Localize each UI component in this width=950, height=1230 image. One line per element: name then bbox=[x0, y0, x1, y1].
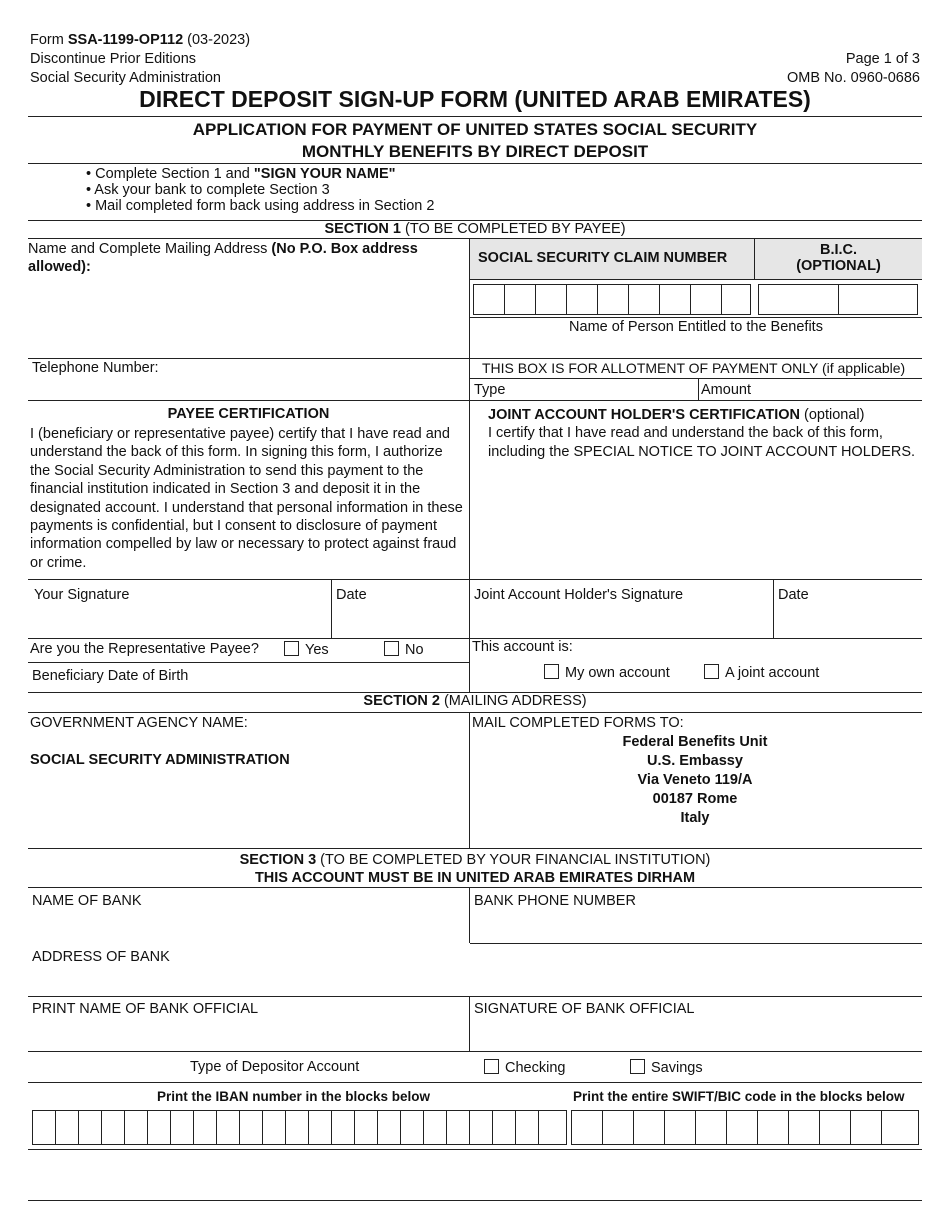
iban-box[interactable] bbox=[33, 1111, 56, 1144]
bic-label-line1: B.I.C. bbox=[819, 242, 858, 258]
bank-address-label: ADDRESS OF BANK bbox=[32, 949, 170, 965]
swift-box[interactable] bbox=[882, 1111, 913, 1144]
bic-label-line2: (OPTIONAL) bbox=[796, 258, 881, 274]
payee-date-field[interactable] bbox=[334, 605, 466, 635]
bank-official-name-label: PRINT NAME OF BANK OFFICIAL bbox=[32, 1001, 259, 1017]
joint-certification-text: I certify that I have read and understand the back of this form, including the SPECIAL NOTICE TO JOINT ACCOUNT HOLDERS. bbox=[488, 425, 916, 460]
bic-box[interactable] bbox=[759, 285, 839, 314]
form-header-left bbox=[30, 31, 250, 88]
address-line-1: Federal Benefits Unit bbox=[622, 734, 768, 750]
bank-name-label: NAME OF BANK bbox=[32, 893, 142, 909]
iban-box[interactable] bbox=[355, 1111, 378, 1144]
name-address-field[interactable] bbox=[30, 280, 462, 356]
claim-digit-box[interactable] bbox=[598, 285, 629, 314]
swift-input[interactable] bbox=[571, 1110, 919, 1145]
form-title: DIRECT DEPOSIT SIGN-UP FORM (UNITED ARAB EMIRATES) bbox=[139, 86, 811, 112]
swift-box[interactable] bbox=[696, 1111, 727, 1144]
instruction-3: • Mail completed form back using address in Section 2 bbox=[86, 198, 435, 214]
no-checkbox[interactable] bbox=[384, 641, 399, 656]
iban-box[interactable] bbox=[378, 1111, 401, 1144]
joint-account-label: A joint account bbox=[725, 665, 820, 681]
iban-box[interactable] bbox=[56, 1111, 79, 1144]
iban-box[interactable] bbox=[539, 1111, 562, 1144]
address-line-5: Italy bbox=[680, 810, 710, 826]
iban-box[interactable] bbox=[286, 1111, 309, 1144]
subtitle-line-2: MONTHLY BENEFITS BY DIRECT DEPOSIT bbox=[301, 142, 649, 161]
rep-payee-yes[interactable] bbox=[284, 641, 329, 658]
payee-certification-title: PAYEE CERTIFICATION bbox=[167, 406, 330, 422]
instruction-1: • Complete Section 1 and "SIGN YOUR NAME" bbox=[86, 166, 396, 182]
section3-title: SECTION 3 (TO BE COMPLETED BY YOUR FINANCIAL INSTITUTION) bbox=[239, 852, 711, 868]
page-number: Page 1 of 3 bbox=[845, 51, 920, 67]
joint-signature-label: Joint Account Holder's Signature bbox=[474, 587, 684, 603]
own-account-option[interactable] bbox=[544, 664, 670, 681]
allotment-label: THIS BOX IS FOR ALLOTMENT OF PAYMENT ONLY (if applicable) bbox=[482, 360, 906, 376]
checking-label: Checking bbox=[505, 1060, 566, 1076]
ss-claim-number-label: SOCIAL SECURITY CLAIM NUMBER bbox=[478, 250, 728, 266]
payee-certification-text: I (beneficiary or representative payee) certify that I have read and understand the back of this form. In signing this form, I authorize the Social Security Administration to send this payment to the financial institution indicated in Section 3 and deposit it in the designated account. I understand that personal information in these payments is confidential, but I consent to disclosure of payment information compelled by law or necessary to protect against fraud or crime. bbox=[30, 426, 463, 571]
swift-box[interactable] bbox=[603, 1111, 634, 1144]
agency-name: Social Security Administration bbox=[30, 70, 221, 86]
iban-box[interactable] bbox=[125, 1111, 148, 1144]
joint-certification-title: JOINT ACCOUNT HOLDER'S CERTIFICATION (optional) bbox=[488, 407, 865, 423]
iban-box[interactable] bbox=[79, 1111, 102, 1144]
swift-box[interactable] bbox=[851, 1111, 882, 1144]
swift-box[interactable] bbox=[665, 1111, 696, 1144]
depositor-type-label: Type of Depositor Account bbox=[190, 1059, 360, 1075]
joint-account-option[interactable] bbox=[704, 664, 819, 681]
gov-agency-label: GOVERNMENT AGENCY NAME: bbox=[30, 715, 248, 731]
savings-checkbox[interactable] bbox=[630, 1059, 645, 1074]
joint-signature-field[interactable] bbox=[472, 605, 770, 635]
bank-official-signature-label: SIGNATURE OF BANK OFFICIAL bbox=[474, 1001, 695, 1017]
no-label: No bbox=[405, 642, 424, 658]
swift-box[interactable] bbox=[758, 1111, 789, 1144]
omb-number: OMB No. 0960-0686 bbox=[787, 70, 920, 86]
address-line-2: U.S. Embassy bbox=[647, 753, 743, 769]
joint-date-label: Date bbox=[778, 587, 809, 603]
bank-phone-field[interactable] bbox=[472, 911, 920, 941]
swift-box[interactable] bbox=[572, 1111, 603, 1144]
yes-checkbox[interactable] bbox=[284, 641, 299, 656]
address-line-3: Via Veneto 119/A bbox=[637, 772, 753, 788]
claim-digit-box[interactable] bbox=[691, 285, 722, 314]
iban-box[interactable] bbox=[447, 1111, 470, 1144]
this-account-label: This account is: bbox=[472, 639, 573, 655]
your-signature-label: Your Signature bbox=[34, 587, 130, 603]
section2-heading: SECTION 2 (MAILING ADDRESS) bbox=[363, 693, 587, 709]
gov-agency-value: SOCIAL SECURITY ADMINISTRATION bbox=[30, 752, 290, 768]
your-signature-field[interactable] bbox=[30, 605, 328, 635]
claim-digit-box[interactable] bbox=[660, 285, 691, 314]
section3-heading bbox=[0, 851, 950, 887]
form-subtitle bbox=[0, 119, 950, 163]
savings-label: Savings bbox=[651, 1060, 703, 1076]
name-address-label: Name and Complete Mailing Address (No P.O. Box address allowed): bbox=[28, 241, 418, 275]
iban-box[interactable] bbox=[332, 1111, 355, 1144]
iban-box[interactable] bbox=[309, 1111, 332, 1144]
iban-box[interactable] bbox=[263, 1111, 286, 1144]
bank-phone-label: BANK PHONE NUMBER bbox=[474, 893, 636, 909]
iban-box[interactable] bbox=[171, 1111, 194, 1144]
iban-box[interactable] bbox=[148, 1111, 171, 1144]
iban-box[interactable] bbox=[424, 1111, 447, 1144]
ss-claim-number-input[interactable] bbox=[473, 284, 751, 315]
claim-digit-box[interactable] bbox=[629, 285, 660, 314]
claim-digit-box[interactable] bbox=[505, 285, 536, 314]
joint-date-field[interactable] bbox=[776, 605, 920, 635]
mailing-address bbox=[590, 733, 800, 828]
bic-input[interactable] bbox=[758, 284, 918, 315]
type-label: Type bbox=[474, 382, 506, 398]
discontinue-note: Discontinue Prior Editions bbox=[30, 51, 197, 67]
iban-box[interactable] bbox=[194, 1111, 217, 1144]
own-account-label: My own account bbox=[565, 665, 670, 681]
swift-box[interactable] bbox=[789, 1111, 820, 1144]
instruction-2: • Ask your bank to complete Section 3 bbox=[86, 182, 330, 198]
section1-heading: SECTION 1 (TO BE COMPLETED BY PAYEE) bbox=[324, 221, 626, 237]
swift-box[interactable] bbox=[634, 1111, 665, 1144]
instructions-list bbox=[86, 166, 434, 214]
bank-official-signature-field[interactable] bbox=[472, 1019, 920, 1049]
claim-digit-box[interactable] bbox=[567, 285, 598, 314]
telephone-label: Telephone Number: bbox=[32, 360, 159, 376]
claim-digit-box[interactable] bbox=[722, 285, 750, 314]
iban-box[interactable] bbox=[240, 1111, 263, 1144]
bic-box[interactable] bbox=[839, 285, 916, 314]
person-entitled-label: Name of Person Entitled to the Benefits bbox=[569, 319, 823, 335]
amount-label: Amount bbox=[701, 382, 751, 398]
joint-account-checkbox[interactable] bbox=[704, 664, 719, 679]
swift-label: Print the entire SWIFT/BIC code in the blocks below bbox=[573, 1089, 905, 1104]
iban-box[interactable] bbox=[493, 1111, 516, 1144]
bank-official-name-field[interactable] bbox=[30, 1019, 466, 1049]
iban-box[interactable] bbox=[401, 1111, 424, 1144]
iban-box[interactable] bbox=[217, 1111, 240, 1144]
currency-note: THIS ACCOUNT MUST BE IN UNITED ARAB EMIRATES DIRHAM bbox=[254, 870, 696, 886]
rep-payee-no[interactable] bbox=[384, 641, 424, 658]
form-header-right bbox=[787, 50, 920, 88]
bank-name-field[interactable] bbox=[30, 911, 466, 941]
joint-certification bbox=[488, 406, 918, 461]
iban-box[interactable] bbox=[102, 1111, 125, 1144]
form-id: Form SSA-1199-OP112 (03-2023) bbox=[30, 32, 251, 48]
bic-label bbox=[755, 242, 922, 274]
bank-address-field[interactable] bbox=[30, 967, 920, 993]
checking-option[interactable] bbox=[484, 1059, 565, 1076]
checking-checkbox[interactable] bbox=[484, 1059, 499, 1074]
telephone-field[interactable] bbox=[138, 358, 466, 378]
savings-option[interactable] bbox=[630, 1059, 703, 1076]
payee-date-label: Date bbox=[336, 587, 367, 603]
dob-field[interactable] bbox=[204, 664, 466, 688]
dob-label: Beneficiary Date of Birth bbox=[32, 668, 189, 684]
yes-label: Yes bbox=[305, 642, 329, 658]
iban-label: Print the IBAN number in the blocks below bbox=[157, 1089, 431, 1104]
claim-digit-box[interactable] bbox=[536, 285, 567, 314]
iban-box[interactable] bbox=[470, 1111, 493, 1144]
mail-to-label: MAIL COMPLETED FORMS TO: bbox=[472, 715, 684, 731]
swift-box[interactable] bbox=[820, 1111, 851, 1144]
address-line-4: 00187 Rome bbox=[652, 791, 738, 807]
swift-box[interactable] bbox=[727, 1111, 758, 1144]
iban-input[interactable] bbox=[32, 1110, 567, 1145]
rep-payee-question: Are you the Representative Payee? bbox=[30, 641, 259, 657]
subtitle-line-1: APPLICATION FOR PAYMENT OF UNITED STATES SOCIAL SECURITY bbox=[192, 120, 758, 139]
claim-digit-box[interactable] bbox=[474, 285, 505, 314]
own-account-checkbox[interactable] bbox=[544, 664, 559, 679]
iban-box[interactable] bbox=[516, 1111, 539, 1144]
